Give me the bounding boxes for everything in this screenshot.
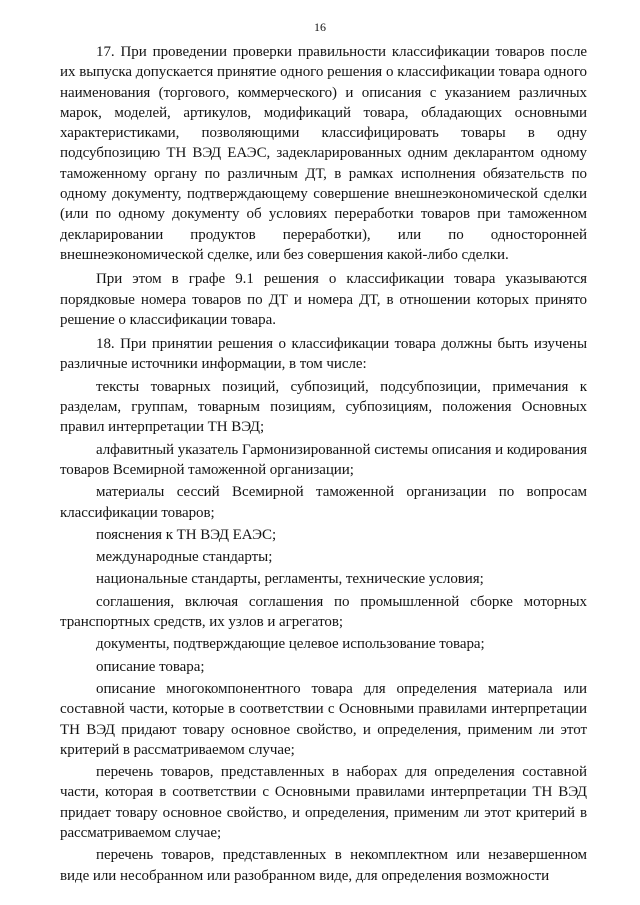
paragraph-17-graph-note: При этом в графе 9.1 решения о классификации товара указываются порядковые номера товаров по ДТ и номера ДТ, в отношении которых принято решение о классификации товара. (60, 271, 587, 328)
list-item: перечень товаров, представленных в наборах для определения составной части, которая в соответствии с Основными правилами интерпретации ТН ВЭД придает товару основное свойство, и определения, применим ли этот критерий в рассматриваемом случае; (60, 764, 587, 841)
list-item: тексты товарных позиций, субпозиций, подсубпозиции, примечания к разделам, группам, товарным позициям, субпозициям, положения Основных правил интерпретации ТН ВЭД; (60, 378, 587, 436)
list-item: алфавитный указатель Гармонизированной системы описания и кодирования товаров Всемирной таможенной организации; (60, 441, 587, 478)
list-item: международные стандарты; (96, 549, 273, 566)
list-item: документы, подтверждающие целевое использование товара; (96, 636, 485, 653)
list-item: описание товара; (96, 658, 205, 675)
paragraph-17-intro: 17. При проведении проверки правильности классификации товаров после их выпуска допускается принятие одного решения о классификации товара одного наименования (торгового, коммерческого) и описания с указанием различных марок, моделей, артикулов, модификаций товара, обладающих основными характеристиками, позволяющими классифицировать товары в одну подсубпозицию ТН ВЭД ЕАЭС, задекларированных одним декларантом одному таможенному органу по различным ДТ, в рамках исполнения обязательств по одному документу, подтверждающему совершение внешнеэкономической сделки (или по одному документу об условиях переработки товаров при таможенном декларировании продуктов переработки), или по односторонней внешнеэкономической сделке, или без совершения какой-либо сделки. (60, 44, 587, 263)
list-item: материалы сессий Всемирной таможенной организации по вопросам классификации товаров; (60, 484, 587, 521)
list-item: национальные стандарты, регламенты, технические условия; (96, 571, 484, 588)
list-item: соглашения, включая соглашения по промышленной сборке моторных транспортных средств, их узлов и агрегатов; (60, 593, 587, 631)
paragraph-18-intro: 18. При принятии решения о классификации товара должны быть изучены различные источники информации, в том числе: (60, 336, 587, 373)
list-item: описание многокомпонентного товара для определения материала или составной части, которые в соответствии с Основными правилами интерпретации ТН ВЭД придают товару основное свойство, и определения, применим ли этот критерий в рассматриваемом случае; (60, 680, 587, 758)
list-item: пояснения к ТН ВЭД ЕАЭС; (96, 526, 277, 543)
list-item: перечень товаров, представленных в некомплектном или незавершенном виде или несобранном или разобранном виде, для определения возможности (60, 847, 587, 884)
document-body (60, 42, 587, 886)
page-number: 16 (314, 20, 326, 34)
